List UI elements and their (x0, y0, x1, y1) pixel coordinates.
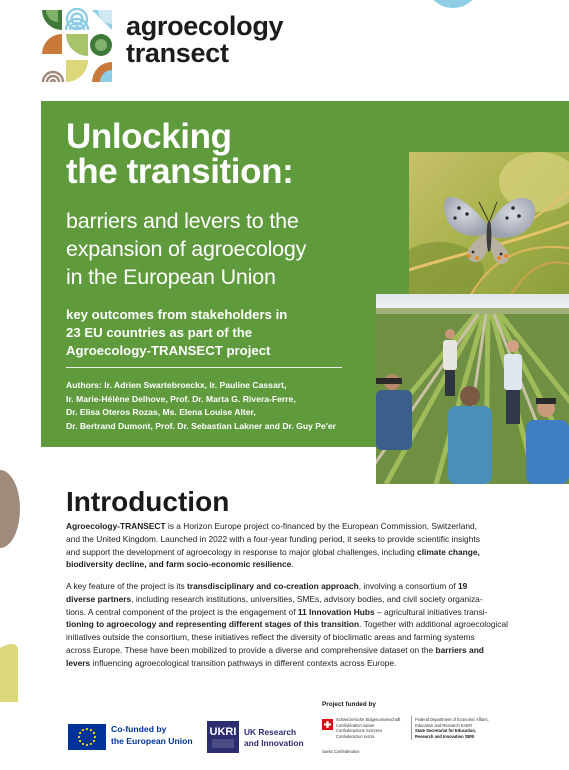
eu-label-line: the European Union (111, 735, 193, 746)
sseri-strong-line: Research and Innovation SERI (415, 733, 475, 739)
eu-label-line: Co-funded by (111, 724, 167, 734)
eu-star (94, 736, 96, 738)
ukri-logo-icon (207, 721, 239, 753)
bold-text: tioning to agroecology and representing different stages of this transition (66, 619, 360, 630)
paragraph-line (66, 533, 526, 546)
swiss-confederation-label: Swiss Confederation (322, 749, 360, 754)
bold-text: climate change, (417, 546, 480, 557)
swiss-name-line: Confederaziun svizra (336, 733, 375, 739)
title-line: the transition: (66, 152, 294, 191)
decorative-arc-icon (428, 0, 478, 22)
bold-text: Agroecology-TRANSECT (66, 521, 166, 531)
tagline-line: key outcomes from stakeholders in (66, 307, 288, 322)
swiss-cross-icon (322, 719, 333, 730)
bold-text: 11 Innovation Hubs (297, 606, 375, 617)
paragraph-line (66, 631, 526, 644)
text-run: across Europe. These have been mobilized to provide a diverse and comprehensive dataset on the (66, 644, 436, 655)
paragraph-line (66, 606, 526, 619)
eu-flag-icon (68, 724, 106, 750)
sseri-line: Federal Department of Economic Affairs, (415, 717, 489, 722)
eu-star (86, 744, 88, 746)
ukri-mark-top: UKRI (209, 726, 237, 738)
swiss-name-line: Confédération suisse (336, 722, 375, 728)
text-run: . Together with additional agroecological (359, 619, 508, 630)
eu-star (86, 728, 88, 730)
swiss-confederation-names (336, 717, 400, 739)
paragraph-line (66, 644, 526, 657)
eu-star (79, 740, 81, 742)
sseri-line: Education and Research EAER (415, 722, 473, 728)
decorative-yellow-shape-icon (0, 640, 18, 702)
intro-paragraph-2 (66, 580, 526, 670)
logo-line-1: agroecology (126, 11, 284, 41)
eu-cofunded-label (111, 724, 193, 747)
footer-divider (411, 716, 412, 740)
text-run: tions. A central component of the project is the engagement of (66, 606, 298, 617)
paragraph-line (66, 520, 526, 533)
authors-line: Ir. Marie-Hélène Delhove, Prof. Dr. Marta G. Rivera-Ferre, (66, 393, 296, 404)
page-title (66, 119, 293, 189)
agroecology-logo-icon (40, 8, 116, 84)
ukri-label (244, 727, 304, 749)
logo-line-2: transect (126, 38, 229, 68)
bold-text: barriers and (435, 644, 484, 655)
intro-paragraph-1 (66, 520, 526, 571)
swiss-name-line: Schweizerische Eidgenossenschaft (336, 717, 401, 722)
sseri-strong-line: State Secretariat for Education, (415, 728, 476, 734)
authors-line: Authors: Ir. Adrien Swartebroeckx, Ir. Pauline Cassart, (66, 380, 287, 390)
authors-line: Dr. Elisa Oteros Rozas, Ms. Elena Louise Alter, (66, 407, 256, 418)
section-heading-introduction: Introduction (66, 486, 230, 517)
paragraph-line (66, 657, 526, 670)
butterfly-photo (409, 152, 569, 298)
subtitle-line: in the European Union (66, 265, 276, 289)
eu-star (82, 743, 84, 745)
eu-star (90, 729, 92, 731)
text-run: and support the development of agroecology in response to major global challenges, including (66, 546, 418, 557)
subtitle-line: barriers and levers to the (66, 209, 299, 233)
bold-text: biodiversity decline, and farm socio-economic resilience (66, 559, 292, 570)
paragraph-line (66, 546, 526, 559)
paragraph-line (66, 618, 526, 631)
key-outcomes-tagline (66, 306, 287, 360)
project-logo-wordmark (126, 13, 283, 67)
tagline-line: Agroecology-TRANSECT project (66, 343, 271, 358)
eu-star (90, 743, 92, 745)
paragraph-line (66, 593, 526, 606)
title-line: Unlocking (66, 117, 232, 156)
ukri-label-line: and Innovation (244, 738, 304, 748)
authors-line: Dr. Bertrand Dumont, Prof. Dr. Sebastian Lakner and Dr. Guy Pe'er (66, 420, 336, 431)
eu-star (78, 736, 80, 738)
ukri-label-line: UK Research (244, 727, 297, 737)
text-run: . (291, 559, 294, 570)
paragraph-line (66, 580, 526, 593)
field-visit-photo (376, 294, 569, 484)
text-run: , involving a consortium of (358, 581, 458, 591)
text-run: and the United Kingdom. Launched in 2022 with a four-year funding period, it seeks to provide scientific insights (66, 533, 480, 544)
authors-list (66, 379, 336, 433)
divider (66, 367, 342, 368)
swiss-name-line: Confederazione Svizzera (336, 728, 382, 734)
tagline-line: 23 EU countries as part of the (66, 325, 253, 340)
text-run: – agricultural initiatives transi- (374, 606, 488, 617)
bold-text: levers (66, 657, 91, 668)
bold-text: 19 (457, 581, 468, 591)
subtitle-line: expansion of agroecology (66, 237, 307, 261)
text-run: is a Horizon Europe project co-financed by the European Commission, Switzerland, (165, 521, 478, 531)
page-subtitle (66, 207, 306, 291)
text-run: initiatives outside the consortium, these initiatives reflect the diversity of bioclimatic areas and farming systems (66, 632, 475, 643)
bold-text: transdisciplinary and co-creation approach (187, 581, 359, 591)
eu-star (93, 732, 95, 734)
eu-star (79, 732, 81, 734)
text-run: , including research institutions, universities, SMEs, advisory bodies, and civil society organiza- (131, 593, 483, 604)
decorative-half-circle-icon (0, 470, 20, 548)
project-funded-by-label: Project funded by (322, 701, 376, 708)
bold-text: diverse partners (66, 593, 132, 604)
eu-star (93, 740, 95, 742)
sseri-label (415, 717, 489, 739)
text-run: influencing agroecological transition pathways in different contexts across Europe. (90, 657, 397, 668)
eu-star (82, 729, 84, 731)
text-run: A key feature of the project is its (66, 581, 188, 591)
paragraph-line (66, 558, 526, 571)
